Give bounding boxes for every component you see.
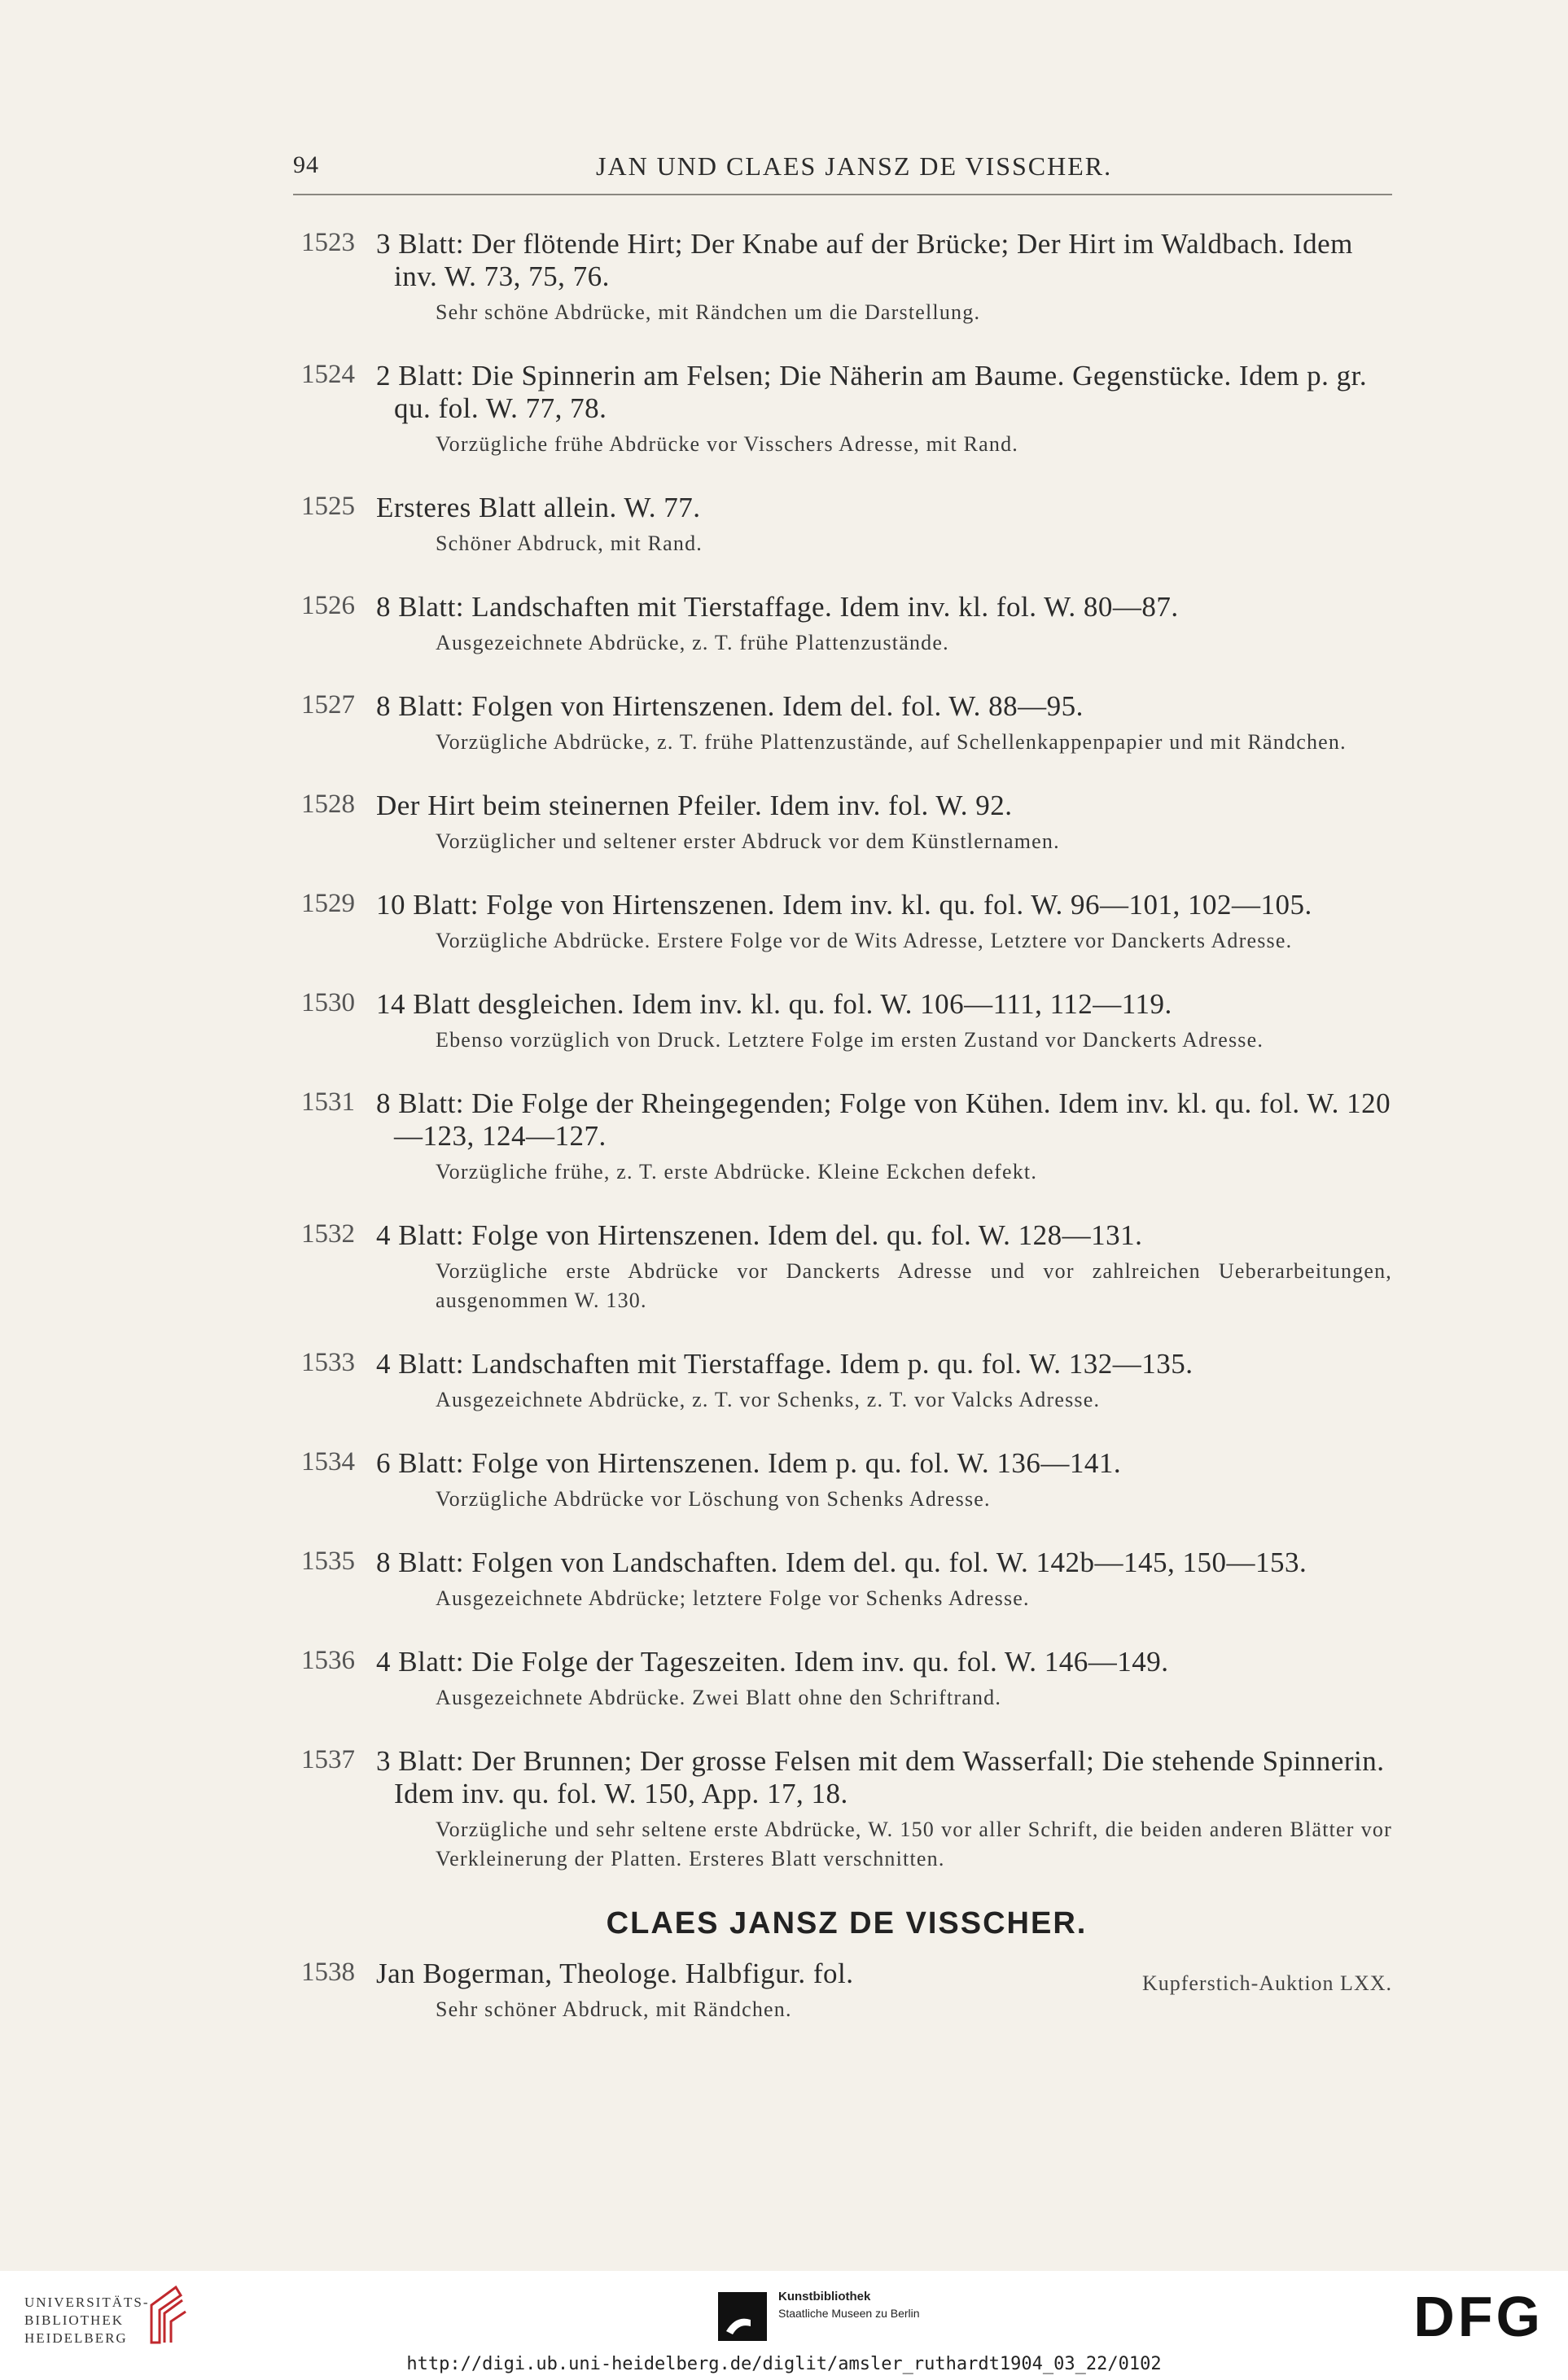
entry-note: Vorzügliche Abdrücke. Erstere Folge vor de Wits Adresse, Letztere vor Danckerts Adresse. (436, 929, 1293, 952)
catalog-entry (301, 1646, 1392, 1713)
ub-line-2: BIBLIOTHEK (24, 2312, 124, 2328)
entry-note: Vorzügliche frühe Abdrücke vor Visschers Adresse, mit Rand. (436, 432, 1018, 456)
kunstbibliothek-logo-icon (718, 2292, 767, 2341)
entry-note: Ausgezeichnete Abdrücke, z. T. frühe Plattenzustände. (436, 631, 949, 654)
entry-number: 1532 (301, 1219, 355, 1249)
entry-title: 4 Blatt: Landschaften mit Tierstaffage. Idem p. qu. fol. W. 132—135. (376, 1348, 1194, 1380)
dfg-logo: DFG (1413, 2285, 1544, 2348)
entry-number: 1534 (301, 1447, 355, 1477)
entry-number: 1536 (301, 1646, 355, 1675)
catalog-entries (301, 228, 1392, 2057)
entry-note: Sehr schöne Abdrücke, mit Rändchen um die Darstellung. (436, 300, 981, 324)
kb-name: Kunstbibliothek (778, 2290, 871, 2303)
entry-number: 1526 (301, 591, 355, 620)
entry-note: Vorzügliche Abdrücke vor Löschung von Schenks Adresse. (436, 1487, 991, 1511)
entry-number: 1538 (301, 1958, 355, 1987)
kb-subtitle: Staatliche Museen zu Berlin (778, 2307, 920, 2320)
entry-note: Sehr schöner Abdruck, mit Rändchen. (436, 1997, 792, 2021)
entry-title: 3 Blatt: Der flötende Hirt; Der Knabe auf der Brücke; Der Hirt im Waldbach. Idem inv. W. 73, 75, 76. (376, 228, 1353, 292)
catalog-entry (301, 1447, 1392, 1514)
permalink-url[interactable]: http://digi.ub.uni-heidelberg.de/diglit/amsler_ruthardt1904_03_22/0102 (406, 2354, 1162, 2374)
entry-title: 4 Blatt: Die Folge der Tageszeiten. Idem inv. qu. fol. W. 146—149. (376, 1646, 1169, 1678)
catalog-entry (301, 690, 1392, 757)
entry-note: Vorzügliche frühe, z. T. erste Abdrücke. Kleine Eckchen defekt. (436, 1160, 1038, 1183)
running-head (293, 151, 1392, 195)
entry-number: 1528 (301, 790, 355, 819)
digitization-footer (0, 2271, 1568, 2380)
entry-number: 1523 (301, 228, 355, 257)
section-heading: CLAES JANSZ DE VISSCHER. (606, 1906, 1088, 1940)
entry-note: Vorzügliche und sehr seltene erste Abdrücke, W. 150 vor aller Schrift, die beiden anderen Blätter vor Verkleinerung der Platten. Ersteres Blatt verschnitten. (436, 1818, 1392, 1870)
ub-heidelberg-logo-icon (143, 2284, 189, 2346)
entry-number: 1529 (301, 889, 355, 918)
entry-title: 4 Blatt: Folge von Hirtenszenen. Idem del. qu. fol. W. 128—131. (376, 1219, 1143, 1251)
entry-title: Jan Bogerman, Theologe. Halbfigur. fol. (376, 1958, 854, 1989)
catalog-footer: Kupferstich-Auktion LXX. (1141, 1971, 1392, 1995)
catalog-entry (301, 1745, 1392, 1874)
entry-note: Ausgezeichnete Abdrücke; letztere Folge vor Schenks Adresse. (436, 1586, 1030, 1610)
entry-note: Vorzügliche erste Abdrücke vor Danckerts Adresse und vor zahlreichen Ueberarbeitungen, ausgenommen W. 130. (436, 1259, 1392, 1312)
catalog-entry (301, 1087, 1392, 1187)
entry-note: Vorzüglicher und seltener erster Abdruck vor dem Künstlernamen. (436, 829, 1060, 853)
catalog-entry (301, 1219, 1392, 1315)
page-number: 94 (293, 151, 319, 178)
entry-number: 1533 (301, 1348, 355, 1377)
catalog-entry (301, 1348, 1392, 1415)
entry-number: 1531 (301, 1087, 355, 1117)
entry-number: 1525 (301, 492, 355, 521)
catalog-entry (301, 988, 1392, 1055)
ub-line-3: HEIDELBERG (24, 2330, 128, 2346)
entry-number: 1537 (301, 1745, 355, 1774)
entry-title: 6 Blatt: Folge von Hirtenszenen. Idem p. qu. fol. W. 136—141. (376, 1447, 1122, 1479)
ub-line-1: UNIVERSITÄTS- (24, 2295, 150, 2310)
entry-note: Schöner Abdruck, mit Rand. (436, 532, 703, 555)
ub-heidelberg-label (24, 2294, 150, 2347)
entry-note: Ebenso vorzüglich von Druck. Letztere Folge im ersten Zustand vor Danckerts Adresse. (436, 1028, 1264, 1052)
entry-note: Ausgezeichnete Abdrücke. Zwei Blatt ohne den Schriftrand. (436, 1686, 1002, 1709)
kunstbibliothek-label (778, 2289, 920, 2321)
entry-number: 1524 (301, 360, 355, 389)
entry-title: 3 Blatt: Der Brunnen; Der grosse Felsen mit dem Wasserfall; Die stehende Spinnerin. Idem inv. qu. fol. W. 150, App. 17, 18. (376, 1745, 1385, 1809)
entry-note: Vorzügliche Abdrücke, z. T. frühe Plattenzustände, auf Schellenkappenpapier und mit Rändchen. (436, 730, 1347, 754)
entry-title: 8 Blatt: Folgen von Hirtenszenen. Idem del. fol. W. 88—95. (376, 690, 1084, 722)
entry-title: Der Hirt beim steinernen Pfeiler. Idem inv. fol. W. 92. (376, 790, 1013, 821)
catalog-entry (301, 591, 1392, 658)
entry-title: 10 Blatt: Folge von Hirtenszenen. Idem inv. kl. qu. fol. W. 96—101, 102—105. (376, 889, 1312, 921)
entry-title: 2 Blatt: Die Spinnerin am Felsen; Die Näherin am Baume. Gegenstücke. Idem p. gr. qu. fol. W. 77, 78. (376, 360, 1368, 424)
catalog-entry (301, 228, 1392, 327)
entry-number: 1527 (301, 690, 355, 720)
entry-note: Ausgezeichnete Abdrücke, z. T. vor Schenks, z. T. vor Valcks Adresse. (436, 1388, 1101, 1411)
entry-number: 1530 (301, 988, 355, 1017)
catalog-entry (301, 360, 1392, 459)
entry-title: 8 Blatt: Die Folge der Rheingegenden; Folge von Kühen. Idem inv. kl. qu. fol. W. 120—123, 124—127. (376, 1087, 1391, 1152)
catalog-entry (301, 889, 1392, 956)
entry-title: 14 Blatt desgleichen. Idem inv. kl. qu. fol. W. 106—111, 112—119. (376, 988, 1172, 1020)
entry-title: 8 Blatt: Folgen von Landschaften. Idem del. qu. fol. W. 142b—145, 150—153. (376, 1547, 1307, 1578)
catalog-entry (301, 1547, 1392, 1613)
catalog-entry (301, 492, 1392, 558)
catalog-entry (301, 790, 1392, 856)
entry-title: Ersteres Blatt allein. W. 77. (376, 492, 701, 523)
running-title: JAN UND CLAES JANSZ DE VISSCHER. (596, 151, 1113, 181)
entry-title: 8 Blatt: Landschaften mit Tierstaffage. Idem inv. kl. fol. W. 80—87. (376, 591, 1179, 623)
entry-number: 1535 (301, 1547, 355, 1576)
